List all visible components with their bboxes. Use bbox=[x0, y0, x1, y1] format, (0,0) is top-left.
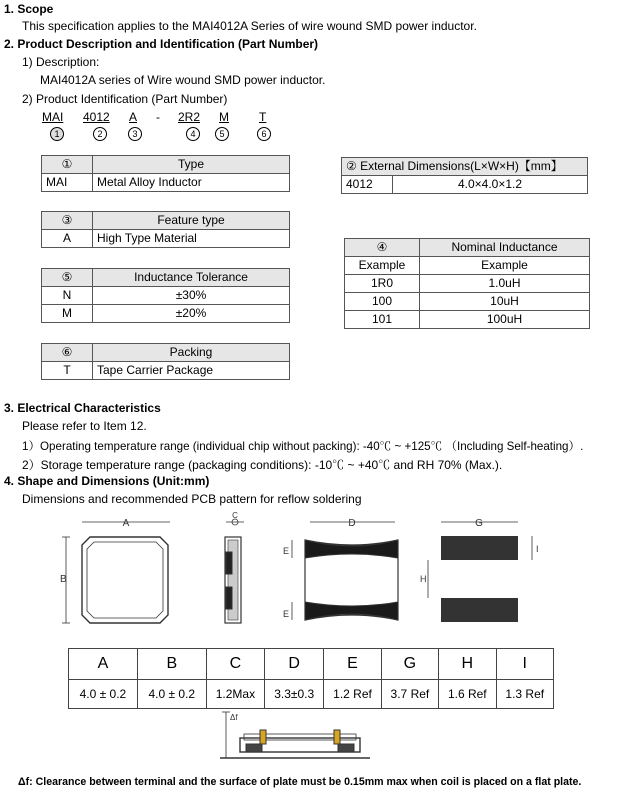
clearance-note: Δf: Clearance between terminal and the surface of plate must be 0.15mm max when coil is placed on a flat plate. bbox=[18, 776, 582, 788]
identification-label: 2) Product Identification (Part Number) bbox=[22, 92, 228, 106]
type-header-num: ① bbox=[42, 156, 93, 174]
dimension-table bbox=[68, 648, 554, 709]
nominal-val-1: 1.0uH bbox=[420, 275, 590, 293]
label-b: B bbox=[60, 574, 67, 585]
dim-value-e: 1.2 Ref bbox=[324, 680, 381, 709]
pn-code-mai: MAI bbox=[42, 110, 64, 124]
pn-num-3: 3 bbox=[128, 127, 142, 141]
pn-num-1: 1 bbox=[50, 127, 64, 141]
pn-code-a: A bbox=[129, 110, 138, 124]
type-desc: Metal Alloy Inductor bbox=[93, 174, 290, 192]
label-d: D bbox=[348, 518, 356, 529]
nominal-inductance-table bbox=[344, 238, 590, 329]
label-h: H bbox=[420, 574, 427, 584]
tol-code-1: N bbox=[42, 287, 93, 305]
top-view bbox=[62, 522, 170, 623]
pn-code-m: M bbox=[219, 110, 229, 124]
nominal-val-3: 100uH bbox=[420, 311, 590, 329]
nominal-val-2: 10uH bbox=[420, 293, 590, 311]
tol-code-2: M bbox=[42, 305, 93, 323]
label-g: G bbox=[475, 518, 483, 529]
section-2-heading: 2. Product Description and Identification (Part Number) bbox=[4, 37, 319, 51]
side-view bbox=[225, 519, 244, 623]
section-1-heading: 1. Scope bbox=[4, 2, 54, 16]
pn-num-6: 6 bbox=[257, 127, 271, 141]
tol-header-title: Inductance Tolerance bbox=[93, 269, 290, 287]
shape-text: Dimensions and recommended PCB pattern for reflow soldering bbox=[22, 492, 362, 506]
nominal-code-3: 101 bbox=[345, 311, 420, 329]
nominal-sub-1: Example bbox=[345, 257, 420, 275]
bottom-view bbox=[292, 522, 398, 620]
nominal-code-2: 100 bbox=[345, 293, 420, 311]
label-e-bottom: E bbox=[283, 609, 290, 619]
storage-temp: 2）Storage temperature range (packaging conditions): -10℃ ~ +40℃ and RH 70% (Max.). bbox=[22, 458, 503, 472]
nominal-header-title: Nominal Inductance bbox=[420, 239, 590, 257]
dim-value-h: 1.6 Ref bbox=[439, 680, 496, 709]
tol-header-num: ⑤ bbox=[42, 269, 93, 287]
type-header-title: Type bbox=[93, 156, 290, 174]
feature-header-title: Feature type bbox=[93, 212, 290, 230]
tol-val-2: ±20% bbox=[93, 305, 290, 323]
operating-temp: 1）Operating temperature range (individual chip without packing): -40℃ ~ +125℃ （Including Self-heating）. bbox=[22, 440, 584, 453]
pn-num-2: 2 bbox=[93, 127, 107, 141]
dim-value-a: 4.0 ± 0.2 bbox=[69, 680, 138, 709]
nominal-code-1: 1R0 bbox=[345, 275, 420, 293]
dim-header-d: D bbox=[265, 649, 324, 680]
ext-code: 4012 bbox=[342, 176, 393, 194]
external-dimensions-table bbox=[341, 157, 588, 194]
dimension-drawing bbox=[0, 512, 621, 647]
pn-code-2r2: 2R2 bbox=[178, 110, 201, 124]
clearance-marker: Δf bbox=[230, 713, 238, 722]
dim-header-a: A bbox=[69, 649, 138, 680]
tol-val-1: ±30% bbox=[93, 287, 290, 305]
clearance-drawing bbox=[200, 708, 380, 770]
pn-num-5: 5 bbox=[215, 127, 229, 141]
feature-desc: High Type Material bbox=[93, 230, 290, 248]
dim-header-i: I bbox=[496, 649, 553, 680]
pn-num-4: 4 bbox=[186, 127, 200, 141]
ext-value: 4.0×4.0×1.2 bbox=[393, 176, 588, 194]
pack-header-title: Packing bbox=[93, 344, 290, 362]
dim-header-c: C bbox=[206, 649, 264, 680]
label-a: A bbox=[122, 518, 130, 529]
pn-code-t: T bbox=[259, 110, 267, 124]
feature-code: A bbox=[42, 230, 93, 248]
section-4-heading: 4. Shape and Dimensions (Unit:mm) bbox=[4, 474, 210, 488]
pcb-pattern bbox=[428, 522, 532, 622]
scope-text: This specification applies to the MAI4012A Series of wire wound SMD power inductor. bbox=[22, 19, 477, 33]
dim-value-b: 4.0 ± 0.2 bbox=[137, 680, 206, 709]
type-code: MAI bbox=[42, 174, 93, 192]
tolerance-table bbox=[41, 268, 290, 323]
label-i: I bbox=[536, 544, 539, 554]
dim-header-g: G bbox=[381, 649, 438, 680]
pack-desc: Tape Carrier Package bbox=[93, 362, 290, 380]
description-label: 1) Description: bbox=[22, 55, 100, 69]
ext-header-title: ② External Dimensions(L×W×H)【mm】 bbox=[342, 158, 588, 176]
pack-code: T bbox=[42, 362, 93, 380]
label-e-top: E bbox=[283, 546, 290, 556]
dim-header-b: B bbox=[137, 649, 206, 680]
description-text: MAI4012A series of Wire wound SMD power inductor. bbox=[40, 73, 326, 87]
pn-code-4012: 4012 bbox=[83, 110, 110, 124]
feature-table bbox=[41, 211, 290, 248]
packing-table bbox=[41, 343, 290, 380]
dim-value-c: 1.2Max bbox=[206, 680, 264, 709]
nominal-header-num: ④ bbox=[345, 239, 420, 257]
section-3-heading: 3. Electrical Characteristics bbox=[4, 401, 161, 415]
dim-value-d: 3.3±0.3 bbox=[265, 680, 324, 709]
dim-value-g: 3.7 Ref bbox=[381, 680, 438, 709]
pn-code-dash: - bbox=[156, 110, 160, 124]
dim-header-h: H bbox=[439, 649, 496, 680]
label-c: C bbox=[232, 512, 238, 520]
nominal-sub-2: Example bbox=[420, 257, 590, 275]
pack-header-num: ⑥ bbox=[42, 344, 93, 362]
feature-header-num: ③ bbox=[42, 212, 93, 230]
type-table bbox=[41, 155, 290, 192]
electrical-ref: Please refer to Item 12. bbox=[22, 419, 147, 433]
dim-header-e: E bbox=[324, 649, 381, 680]
dim-value-i: 1.3 Ref bbox=[496, 680, 553, 709]
